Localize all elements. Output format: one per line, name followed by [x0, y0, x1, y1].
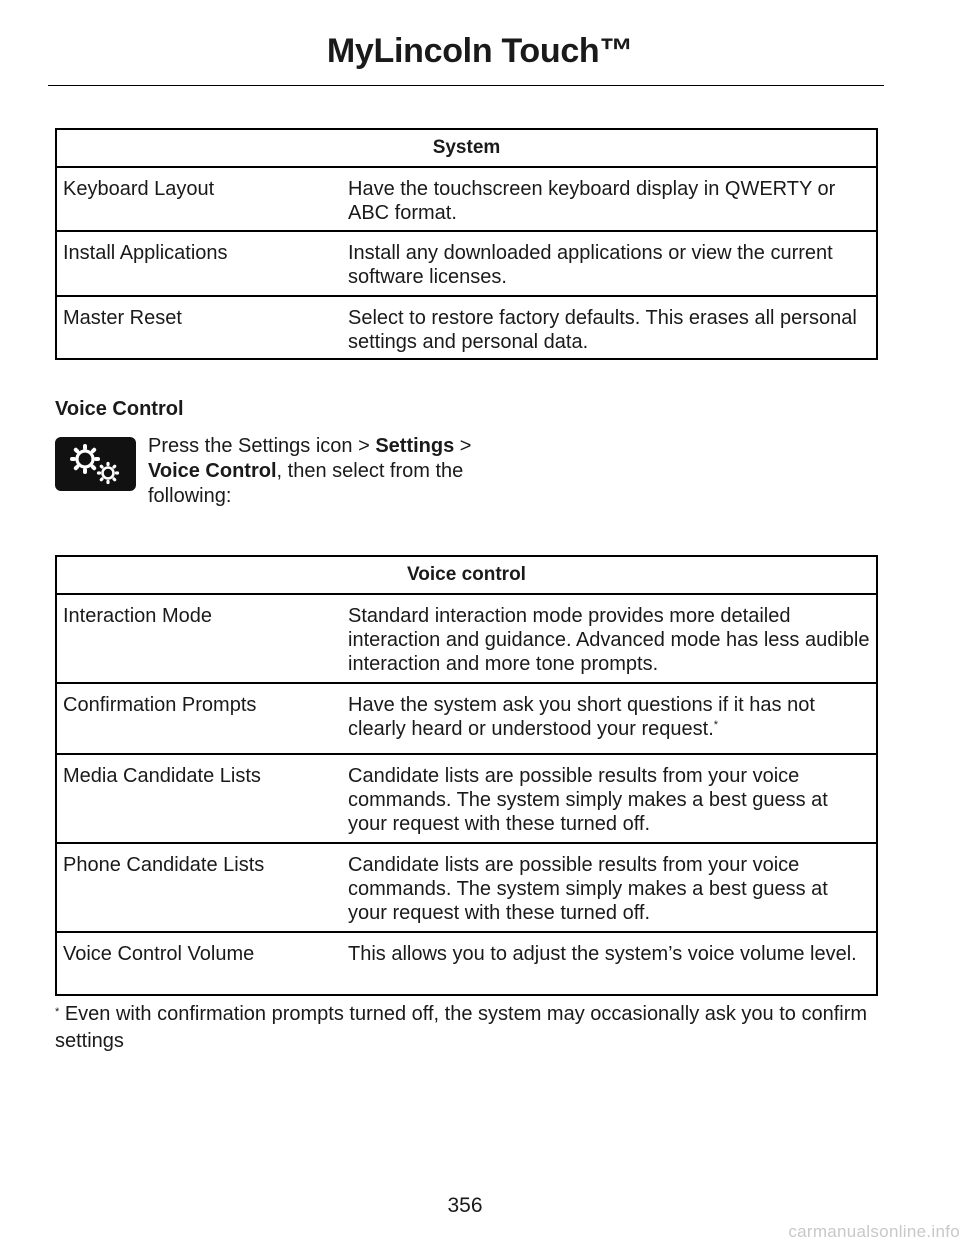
table-row: [56, 932, 877, 995]
header-divider: [48, 85, 884, 86]
row-label: Keyboard Layout: [56, 167, 342, 231]
table-row: [56, 594, 877, 683]
instruction-text: , then select from the following:: [148, 460, 464, 507]
instruction-text: Press the Settings icon >: [148, 435, 376, 457]
table-row: [56, 231, 877, 296]
instruction-separator: >: [454, 435, 472, 457]
page-title: MyLincoln Touch™: [326, 32, 634, 70]
table-row: [56, 754, 877, 843]
table-row: [56, 296, 877, 359]
row-label: Voice Control Volume: [56, 932, 342, 995]
footnote-text: Even with confirmation prompts turned off, the system may occasionally ask you to confirm settings: [55, 1003, 868, 1052]
row-label: Confirmation Prompts: [56, 683, 342, 754]
row-description: Candidate lists are possible results from your voice commands. The system simply makes a best guess at your request with these turned off.: [342, 754, 877, 843]
row-description: Select to restore factory defaults. This erases all personal settings and personal data.: [342, 296, 877, 359]
table-header-row: [56, 556, 877, 594]
table-row: [56, 843, 877, 932]
voice-control-menu-ref: Voice Control: [148, 460, 277, 482]
row-label: Phone Candidate Lists: [56, 843, 342, 932]
table-row: [56, 683, 877, 754]
row-description: Standard interaction mode provides more detailed interaction and guidance. Advanced mode has less audible interaction and more tone prompts.: [342, 594, 877, 683]
voice-table-heading: Voice control: [56, 556, 877, 594]
system-table-heading: System: [56, 129, 877, 167]
footnote: [55, 1001, 885, 1055]
footnote-mark: *: [713, 719, 719, 731]
row-description-cell: [342, 683, 877, 754]
settings-menu-ref: Settings: [375, 435, 455, 457]
row-description: Candidate lists are possible results from your voice commands. The system simply makes a best guess at your request with these turned off.: [342, 843, 877, 932]
row-label: Master Reset: [56, 296, 342, 359]
voice-control-table: [55, 555, 878, 996]
page-number: 356: [447, 1194, 483, 1217]
system-table: [55, 128, 878, 360]
row-label: Media Candidate Lists: [56, 754, 342, 843]
table-row: [56, 167, 877, 231]
row-description: Have the touchscreen keyboard display in QWERTY or ABC format.: [342, 167, 877, 231]
footnote-mark: *: [55, 1006, 60, 1018]
section-heading: Voice Control: [55, 398, 184, 420]
row-description: Install any downloaded applications or view the current software licenses.: [342, 231, 877, 296]
row-label: Install Applications: [56, 231, 342, 296]
table-header-row: [56, 129, 877, 167]
voice-instructions: [55, 434, 475, 509]
row-label: Interaction Mode: [56, 594, 342, 683]
watermark: carmanualsonline.info: [788, 1222, 960, 1241]
row-description: Have the system ask you short questions if it has not clearly heard or understood your request.: [348, 694, 815, 740]
row-description: This allows you to adjust the system’s voice volume level.: [342, 932, 877, 995]
